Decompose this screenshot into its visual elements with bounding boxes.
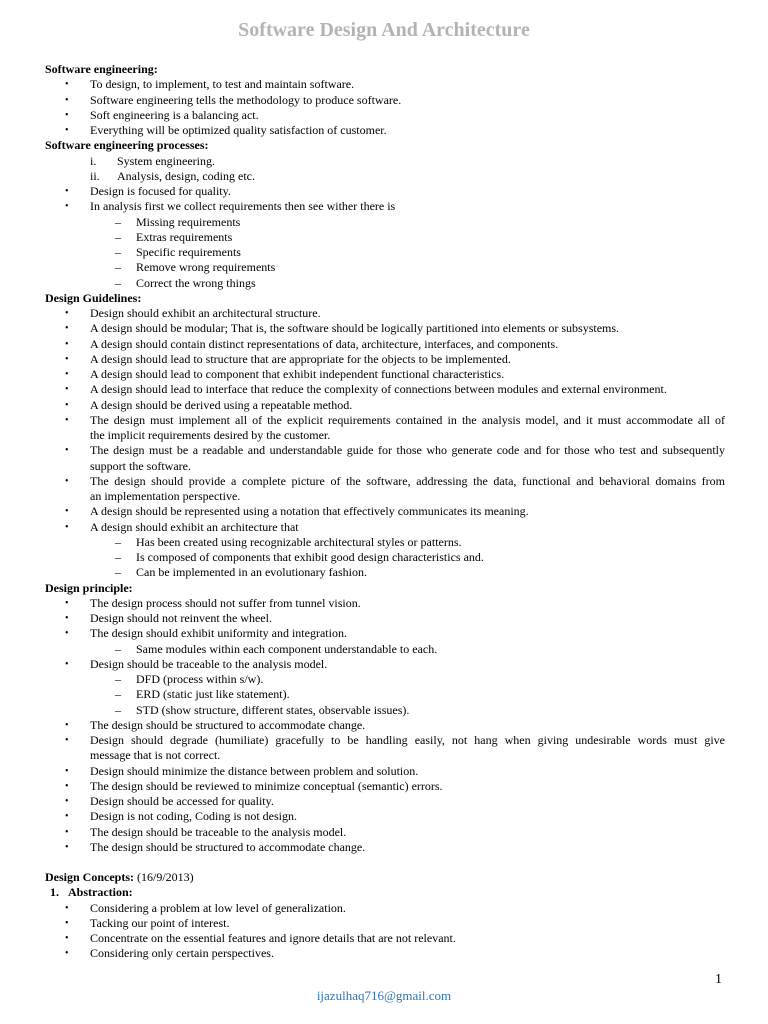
bullet-icon: • xyxy=(65,125,69,136)
dash-icon: – xyxy=(115,702,121,717)
bullet-icon: • xyxy=(65,796,69,807)
list-item: • Soft engineering is a balancing act. xyxy=(65,107,259,122)
bullet-icon: • xyxy=(65,628,69,640)
bullet-icon: • xyxy=(65,414,69,426)
list-item: • A design should be modular; That is, the software should be logically partitioned into elements or subsystems. xyxy=(65,321,620,336)
list-item-continuation: message that is not correct. xyxy=(90,748,221,763)
roman-list-item: ii. Analysis, design, coding etc. xyxy=(90,168,255,183)
dash-icon: – xyxy=(115,534,121,549)
sub-list-item: – Extras requirements xyxy=(115,229,233,244)
sub-list-item: – Can be implemented in an evolutionary fashion. xyxy=(115,565,367,580)
dash-icon: – xyxy=(115,672,121,686)
sub-list-item: – Is composed of components that exhibit good design characteristics and. xyxy=(115,550,484,564)
bullet-icon: • xyxy=(65,109,69,121)
page-number: 1 xyxy=(715,972,722,987)
list-item: • Considering only certain perspectives. xyxy=(65,946,274,961)
bullet-icon: • xyxy=(65,735,69,746)
list-item: • The design should be structured to accommodate change. xyxy=(65,839,366,854)
bullet-icon: • xyxy=(65,399,69,411)
sub-list-item: – Specific requirements xyxy=(115,245,241,259)
list-item-continuation: an implementation perspective. xyxy=(90,489,241,503)
bullet-icon: • xyxy=(65,369,69,380)
list-item: • Design is focused for quality. xyxy=(65,184,231,198)
list-item: • The design must be a readable and understandable guide for those who generate code and for those who test and subsequently xyxy=(65,443,725,458)
bullet-icon: • xyxy=(65,948,69,960)
list-item: • Software engineering tells the methodology to produce software. xyxy=(65,92,402,107)
dash-icon: – xyxy=(115,260,121,275)
bullet-icon: • xyxy=(65,506,69,518)
list-item: • Design should degrade (humiliate) gracefully to be handling easily, not hang when giving undesirable words must give xyxy=(65,733,725,747)
roman-numeral: i. xyxy=(90,153,97,168)
bullet-icon: • xyxy=(65,353,69,365)
list-item: • In analysis first we collect requirements then see wither there is xyxy=(65,199,396,214)
bullet-icon: • xyxy=(65,521,69,533)
list-item: • Design should be traceable to the analysis model. xyxy=(65,656,328,671)
list-item: • Design is not coding, Coding is not design. xyxy=(65,809,297,824)
list-item: • The design should exhibit uniformity and integration. xyxy=(65,626,347,641)
list-item: • A design should lead to component that exhibit independent functional characteristics. xyxy=(65,367,505,381)
sub-list-item: – Same modules within each component understandable to each. xyxy=(115,641,438,656)
bullet-icon: • xyxy=(65,719,69,731)
list-item: • A design should lead to structure that are appropriate for the objects to be implemented. xyxy=(65,351,511,366)
footer-email-link[interactable]: ijazulhaq716@gmail.com xyxy=(316,988,452,1003)
bullet-icon: • xyxy=(65,201,69,213)
roman-list-item: i. System engineering. xyxy=(90,153,215,168)
list-item: • Concentrate on the essential features and ignore details that are not relevant. xyxy=(65,931,456,945)
spacer xyxy=(45,855,725,870)
list-item: • A design should be derived using a repeatable method. xyxy=(65,397,353,412)
bullet-icon: • xyxy=(65,902,69,914)
bullet-icon: • xyxy=(65,79,69,91)
bullet-icon: • xyxy=(65,597,69,609)
dash-icon: – xyxy=(115,214,121,229)
dash-icon: – xyxy=(115,641,121,656)
list-item: • A design should lead to interface that reduce the complexity of connections between modules and external environment. xyxy=(65,382,667,397)
list-item: • Everything will be optimized quality satisfaction of customer. xyxy=(65,123,387,137)
list-item: • Design should exhibit an architectural structure. xyxy=(65,306,321,320)
item-number: 1. xyxy=(50,885,59,900)
bullet-icon: • xyxy=(65,186,69,197)
numbered-item: 1. Abstraction: xyxy=(50,885,133,900)
list-item: • Tacking our point of interest. xyxy=(65,915,230,930)
document-body xyxy=(45,62,725,962)
dash-icon: – xyxy=(115,550,121,564)
bullet-icon: • xyxy=(65,841,69,853)
list-item: • The design process should not suffer from tunnel vision. xyxy=(65,595,361,610)
bullet-icon: • xyxy=(65,323,69,335)
section-heading: Software engineering: xyxy=(45,62,158,76)
bullet-icon: • xyxy=(65,780,69,792)
list-item: • Design should be accessed for quality. xyxy=(65,794,274,808)
dash-icon: – xyxy=(115,245,121,259)
sub-list-item: – Remove wrong requirements xyxy=(115,260,276,275)
sub-list-item: – ERD (static just like statement). xyxy=(115,687,290,702)
list-item: • The design must implement all of the explicit requirements contained in the analysis model, and it must accommodate all of xyxy=(65,412,725,427)
list-item: • Design should minimize the distance between problem and solution. xyxy=(65,763,419,778)
sub-list-item: – Has been created using recognizable architectural styles or patterns. xyxy=(115,534,462,549)
list-item: • A design should be represented using a notation that effectively communicates its meaning. xyxy=(65,504,529,519)
list-item: • The design should be structured to accommodate change. xyxy=(65,717,366,732)
bullet-icon: • xyxy=(65,445,69,457)
section-heading: Design Guidelines: xyxy=(45,290,142,305)
bullet-icon: • xyxy=(65,384,69,396)
bullet-icon: • xyxy=(65,765,69,777)
list-item: • To design, to implement, to test and maintain software. xyxy=(65,77,355,92)
list-item: • A design should contain distinct representations of data, architecture, interfaces, and components. xyxy=(65,336,559,351)
bullet-icon: • xyxy=(65,658,69,670)
list-item: • Considering a problem at low level of generalization. xyxy=(65,900,346,915)
document-title: Software Design And Architecture xyxy=(238,19,530,41)
bullet-icon: • xyxy=(65,308,69,319)
bullet-icon: • xyxy=(65,917,69,929)
bullet-icon: • xyxy=(65,613,69,624)
bullet-icon: • xyxy=(65,811,69,823)
bullet-icon: • xyxy=(65,826,69,838)
list-item: • The design should be reviewed to minimize conceptual (semantic) errors. xyxy=(65,778,443,793)
sub-list-item: – Missing requirements xyxy=(115,214,241,229)
bullet-icon: • xyxy=(65,338,69,350)
section-date: (16/9/2013) xyxy=(137,870,194,884)
roman-numeral: ii. xyxy=(90,168,100,183)
list-item-continuation: the implicit requirements desired by the customer. xyxy=(90,428,331,442)
list-item: • A design should exhibit an architecture that xyxy=(65,519,299,534)
sub-list-item: – STD (show structure, different states, observable issues). xyxy=(115,702,410,717)
list-item-continuation: support the software. xyxy=(90,458,191,473)
bullet-icon: • xyxy=(65,933,69,944)
sub-list-item: – DFD (process within s/w). xyxy=(115,672,264,686)
sub-list-item: – Correct the wrong things xyxy=(115,275,256,290)
section-heading: Design principle: xyxy=(45,580,133,595)
section-heading: Software engineering processes: xyxy=(45,138,209,153)
bullet-icon: • xyxy=(65,94,69,106)
list-item: • The design should provide a complete picture of the software, addressing the data, functional and behavioral domains from xyxy=(65,473,725,488)
section-heading: Design Concepts: (16/9/2013) xyxy=(45,870,194,884)
bullet-icon: • xyxy=(65,475,69,487)
list-item: • Design should not reinvent the wheel. xyxy=(65,611,272,625)
dash-icon: – xyxy=(115,229,121,244)
dash-icon: – xyxy=(115,687,121,702)
dash-icon: – xyxy=(115,275,121,290)
list-item: • The design should be traceable to the analysis model. xyxy=(65,824,347,839)
dash-icon: – xyxy=(115,565,121,580)
